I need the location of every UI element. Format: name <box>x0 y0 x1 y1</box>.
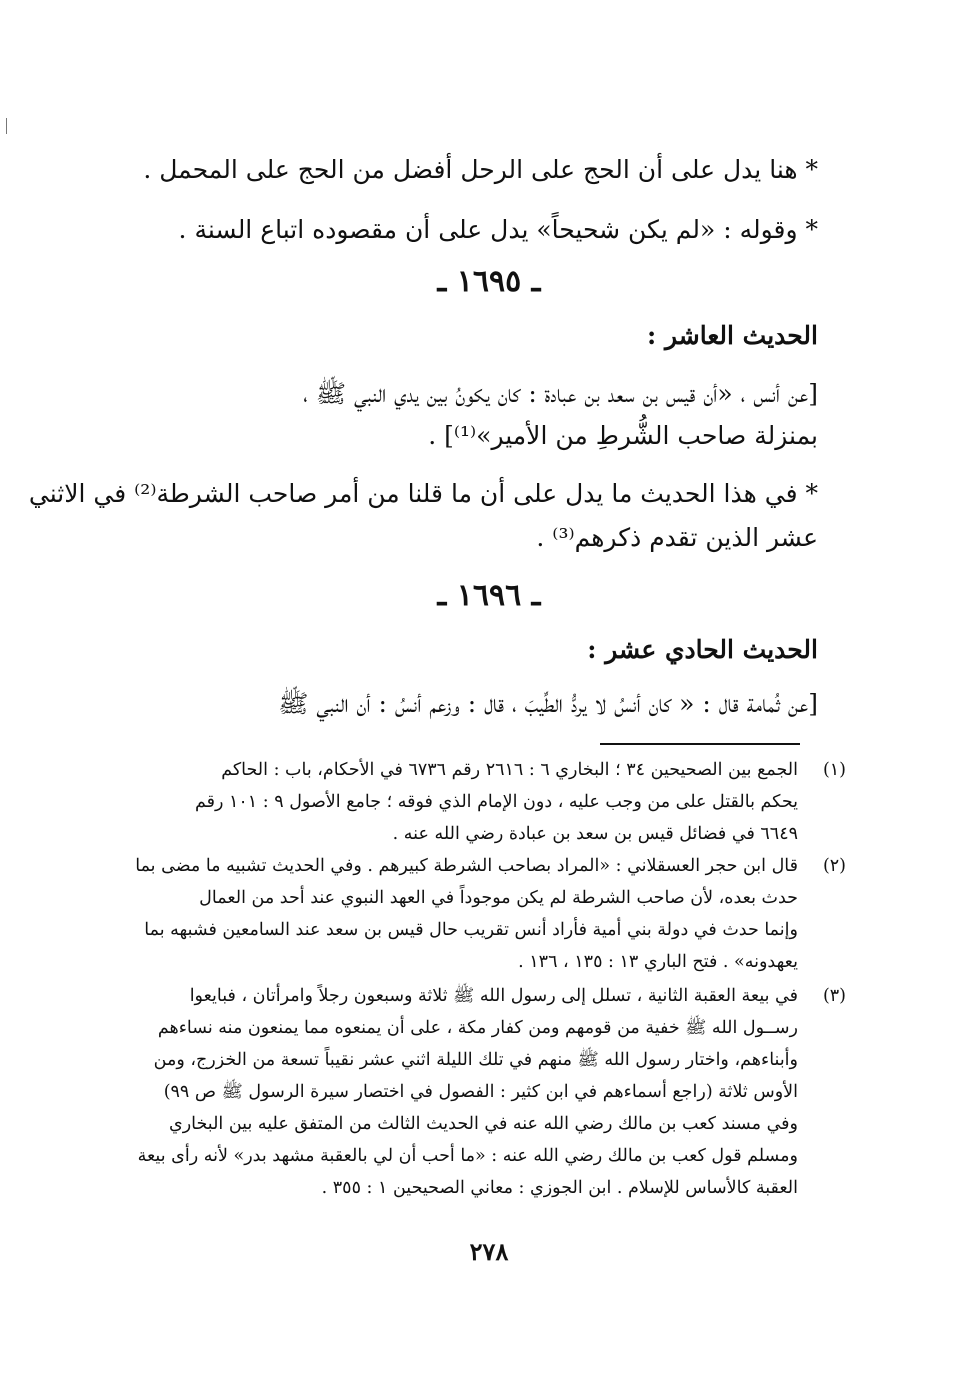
footnote-3-line-7: العقبة كالأساس للإسلام . ابن الجوزي : معاني الصحيحين ١ : ٣٥٥ . <box>321 1178 798 1198</box>
footnote-1-line-3: ٦٦٤٩ في فضائل قيس بن سعد بن عبادة رضي الله عنه . <box>392 824 798 844</box>
footnote-2-line-3: وإنما حدث في دولة بني أمية فأراد أنس تقريب حال قيس بن سعد عند السامعين فشبهه بما <box>144 920 798 940</box>
footnote-marker-1: (١) <box>822 760 846 780</box>
footnote-2-line-2: حدث بعده، لأن صاحب الشرطة لم يكن موجوداً في العهد النبوي عند أحد من العمال <box>199 888 798 908</box>
margin-mark <box>6 118 7 134</box>
subheading-hadith-10: الحديث العاشر : <box>647 321 818 350</box>
hadith10-line-2: بمنزلة صاحب الشُّرطِ من الأمير»⁽¹⁾] . <box>428 421 818 450</box>
footnote-1-line-1: الجمع بين الصحيحين ٣٤ ؛ البخاري ٦ : ٢٦١٦ رقم ٦٧٣٦ في الأحكام، باب : الحاكم <box>221 760 798 780</box>
hadith10-line-4: عشر الذين تقدم ذكرهم⁽³⁾ . <box>536 523 818 552</box>
subheading-hadith-11: الحديث الحادي عشر : <box>587 635 818 664</box>
footnote-3-line-3: وأبناءهم، واختار رسول الله ﷺ منهم في تلك الليلة اثني عشر نقيباً تسعة من الخزرج، ومن <box>153 1050 798 1070</box>
main-line-2: * وقوله : «لم يكن شحيحاً» يدل على أن مقصوده اتباع السنة . <box>178 215 818 244</box>
footnote-2-line-1: قال ابن حجر العسقلاني : «المراد بصاحب الشرطة كبيرهم . وفي الحديث تشبيه ما مضى بما <box>135 856 798 876</box>
hadith-number-heading-1696: ـ ١٦٩٦ ـ <box>437 578 541 613</box>
footnote-marker-3: (٣) <box>822 986 846 1006</box>
footnote-3-line-1: في بيعة العقبة الثانية ، تسلل إلى رسول الله ﷺ ثلاثة وسبعون رجلاً وامرأتان ، فبايعوا <box>189 986 798 1006</box>
hadith-number-heading-1695: ـ ١٦٩٥ ـ <box>437 264 541 299</box>
main-line-1: * هنا يدل على أن الحج على الرحل أفضل من الحج على المحمل . <box>143 155 818 184</box>
page-number: ٢٧٨ <box>469 1237 509 1266</box>
footnote-3-line-5: وفي مسند كعب بن مالك رضي الله عنه في الحديث الثالث من المتفق عليه بين البخاري <box>169 1114 798 1134</box>
footnote-3-line-6: ومسلم قول كعب بن مالك رضي الله عنه : «ما أحب أن لي بالعقبة مشهد بدر» لأنه رأى بيعة <box>137 1146 798 1166</box>
footnote-marker-2: (٢) <box>822 856 846 876</box>
footnote-3-line-2: رســول الله ﷺ خفية من قومهم ومن كفار مكة ، على أن يمنعوه مما يمنعون منه نساءهم <box>157 1018 798 1038</box>
footnote-1-line-2: يحكم بالقتل على من وجب عليه ، دون الإمام الذي فوقه ؛ جامع الأصول ٩ : ١٠١ رقم <box>194 792 798 812</box>
footnote-2-line-4: يعهدونه» . فتح الباري ١٣ : ١٣٥ ، ١٣٦ . <box>518 952 798 972</box>
footnote-3-line-4: الأوس ثلاثة (راجع أسماءهم في ابن كثير : الفصول في اختصار سيرة الرسول ﷺ ص ٩٩) <box>163 1082 798 1102</box>
hadith10-line-3: * في هذا الحديث ما يدل على أن ما قلنا من أمر صاحب الشرطة⁽²⁾ في الاثني <box>28 479 818 508</box>
hadith10-line-1: [عن أنس ، «أن قيس بن سعد بن عبادة : كان يكونُ بين يدي النبي ﷺ ، <box>303 379 818 408</box>
hadith11-line-1: [عن ثُمامة قال : « كان أنسُ لا يردُّ الطِّيبَ ، قال : وزعم أنسُ : أن النبي ﷺ <box>278 689 818 718</box>
footnote-separator <box>600 743 800 745</box>
